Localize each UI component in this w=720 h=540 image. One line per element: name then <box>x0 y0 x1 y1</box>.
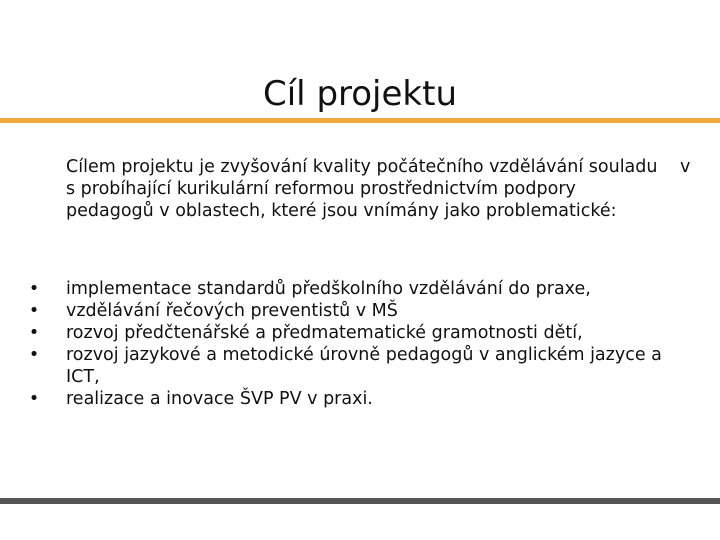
bullet-text: vzdělávání řečových preventistů v MŠ <box>66 301 398 321</box>
slide-title: Cíl projektu <box>263 74 457 114</box>
bullet-text: rozvoj jazykové a metodické úrovně pedagogů v anglickém jazyce a ICT, <box>66 345 662 387</box>
bullet-item <box>28 388 678 410</box>
title-divider <box>0 118 720 123</box>
bullet-icon: • <box>28 323 40 343</box>
bullet-icon: • <box>28 345 40 365</box>
bullet-icon: • <box>28 301 40 321</box>
bullet-item <box>28 300 678 322</box>
bullet-text: implementace standardů předškolního vzdělávání do praxe, <box>66 279 591 299</box>
bullet-item <box>28 322 678 344</box>
bullet-text: realizace a inovace ŠVP PV v praxi. <box>66 389 373 409</box>
bullet-item <box>28 278 678 300</box>
bullet-icon: • <box>28 279 40 299</box>
bullet-text: rozvoj předčtenářské a předmatematické gramotnosti dětí, <box>66 323 583 343</box>
bullet-icon: • <box>28 389 40 409</box>
bullet-item <box>28 344 678 388</box>
bullet-list <box>28 278 678 410</box>
intro-paragraph: Cílem projektu je zvyšování kvality počátečního vzdělávání souladu s probíhající kurikulární reformou prostřednictvím podpory pedagogů v oblastech, které jsou vnímány jako problematické: <box>66 157 658 221</box>
intro-trailing-word: v <box>680 157 691 177</box>
footer-divider <box>0 498 720 504</box>
